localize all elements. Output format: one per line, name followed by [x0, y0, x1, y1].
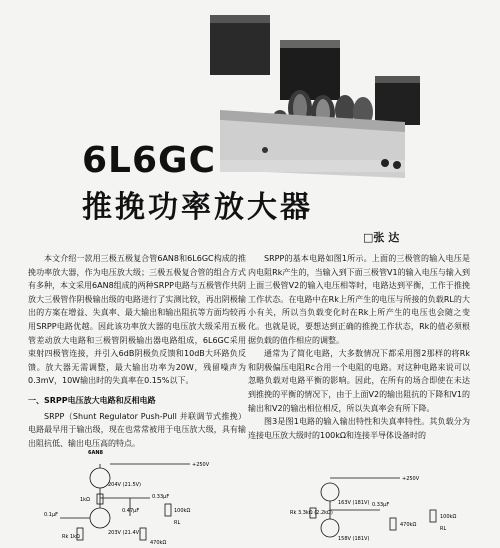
- c1-label-2: 0.33μF: [372, 502, 390, 508]
- article-title-line1: 6L6GC: [82, 140, 217, 181]
- r2-label-2: 470kΩ: [400, 522, 417, 528]
- v2-label-2: 158V (181V): [338, 536, 370, 542]
- section-heading: 一、SRPP电压放大电路和反相电路: [28, 395, 156, 405]
- v1-label: 204V (21.5V): [108, 482, 142, 488]
- author-byline: □张 达: [363, 231, 400, 244]
- r1-label: 1kΩ: [80, 497, 90, 503]
- supply-label-2: +250V: [402, 476, 420, 482]
- article-title-line2: 推挽功率放大器: [82, 190, 313, 225]
- left-column: [28, 252, 246, 450]
- r3-label: 100kΩ: [174, 508, 191, 514]
- rk-label: Rk 1kΩ: [62, 534, 80, 540]
- tube-label: 6AN8: [88, 450, 104, 456]
- rl-label-2: RL: [440, 526, 447, 532]
- v2-label: 203V (21.4V): [108, 530, 142, 536]
- right-paragraph-3: 图3是图1电路的输入输出特性和失真率特性。其负载分为连接电压放大级时的100kΩ和连接半导体设备时的: [248, 417, 470, 440]
- r3-label-2: 100kΩ: [440, 514, 457, 520]
- v1-label-2: 163V (181V): [338, 500, 370, 506]
- amplifier-photo: [205, 0, 420, 178]
- c1-label: 0.47μF: [122, 508, 140, 514]
- circuit-diagram-2: [280, 470, 480, 548]
- c2-label: 0.33μF: [152, 494, 170, 500]
- left-paragraph-1: 本文介绍一款用三极五极复合管6AN8和6L6GC构成的推挽功率放大器，作为电压放大级；三极五极复合管的组合方式有多种，本文采用6AN8组成的两种SRPP电路与五极管作共阴放大三极管作阴极输出级的电路进行了实测比较，再出阴极输出的方案在增益、失真率、最大输出和输出阻抗等方面均较再用SRPP电路优越。因此该功率放大器的电压放大级采用五极管差动放大电路和三极管阴极输出器电路组成，6L6GC采用束射四极管连接，并引入6dB阴极负反馈和10dB大环路负反馈。放大器无需调整，最大输出功率为20W，残留噪声为0.3mV，10W输出时的失真率在0.15%以下。: [28, 254, 246, 386]
- rl-label: RL: [174, 520, 181, 526]
- rk-label-2: Rk 3.3kΩ (2.2kΩ): [290, 510, 333, 516]
- supply-label: +250V: [192, 462, 210, 468]
- right-paragraph-1: SRPP的基本电路如图1所示。上面的三极管的输入电压是内电阻Rk产生的，当输入到下面三极管V1的输入电压与输入到上面三极管V2的输入电压相等时，电路达到平衡，工作于推挽工作状态。在电路中在Rk上所产生的电压与所接的负载RL的大小有关，所以当负载变化时在Rk上所产生的电压也会随之变化。也就是说，要想达到正确的推挽工作状态，Rk的值必须根据负载的值作相应的调整。: [248, 254, 470, 345]
- amplifier-photo-image: [205, 0, 420, 178]
- right-column: [248, 252, 470, 442]
- left-paragraph-2: SRPP（Shunt Regulator Push-Pull 并联调节式推挽）电路最早用于输出级，现在也常常被用于电压放大级，具有输出阻抗低、输出电压高的特点。: [28, 411, 246, 448]
- circuit-diagram-1: [40, 446, 240, 548]
- r4-label: 470kΩ: [150, 540, 167, 546]
- input-cap-label: 0.1μF: [44, 512, 59, 518]
- right-paragraph-2: 通常为了简化电路，大多数情况下都采用图2那样的将Rk和阴极偏压电阻Rc合用一个电阻的电路。对这种电路来说可以忽略负载对电路平衡的影响。因此，在所有的场合即使在未达到推挽的平衡的情况下，由于上面V2的输出阻抗的下降和V1的输出和V2的输出相位相反，所以失真率会有所下降。: [248, 349, 470, 413]
